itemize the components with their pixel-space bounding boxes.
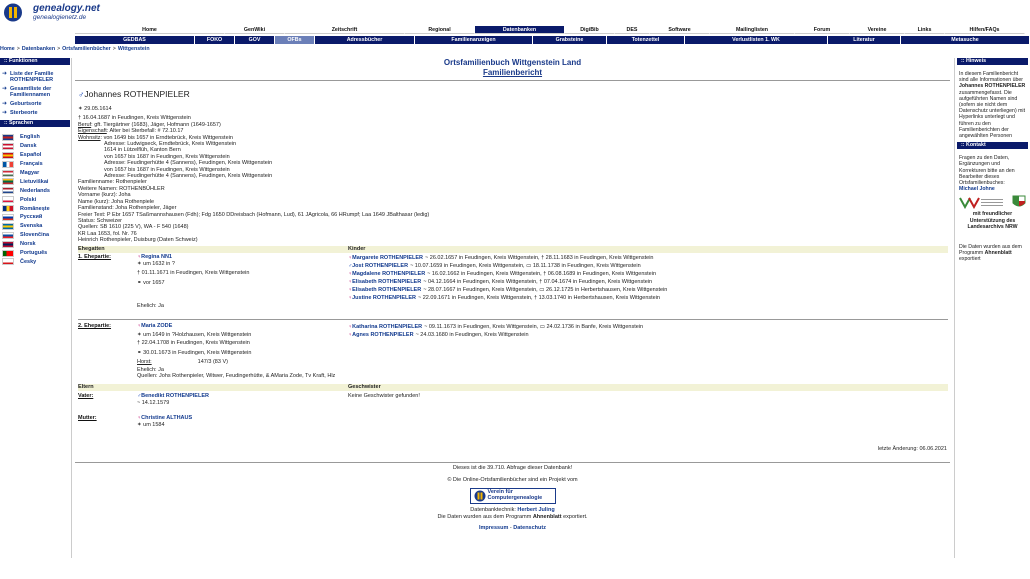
child-link[interactable]: Agnes ROTHENPIELER [352,332,414,338]
person-heading [78,89,190,99]
language-item[interactable] [2,222,70,231]
child-link[interactable]: Justine ROTHENPIELER [352,295,416,301]
spouse-detail: † 01.11.1671 in Feudingen, Kreis Wittgenstein [137,270,250,276]
flag-czech-icon[interactable] [2,258,14,265]
nav-secondary-grabsteine[interactable]: Grabsteine [533,36,607,44]
language-item[interactable] [2,133,70,142]
flag-romania-icon[interactable] [2,205,14,212]
language-link[interactable]: Slovenčina [20,232,50,239]
right-divider [954,58,955,558]
flag-france-icon[interactable] [2,161,14,168]
vater-entry[interactable] [137,393,209,399]
nav-primary-des[interactable]: DES [615,26,650,34]
vater-link[interactable]: Benedikt ROTHENPIELER [141,393,209,399]
female-icon: ♀ [137,415,142,421]
nav-secondary-metasuche[interactable]: Metasuche [901,36,1030,44]
child-info: ~ 24.03.1680 in Feudingen, Kreis Wittgenstein [415,332,529,338]
export-pre: Die Daten wurden aus dem Programm [437,513,532,520]
wohnsitz-line: Adresse: Ludwigseck, Erndtebrück, Kreis Wittgenstein [104,141,237,148]
impressum-link[interactable]: Impressum [479,525,509,532]
nav-primary-links[interactable]: Links [905,26,945,34]
language-item[interactable] [2,204,70,213]
flag-netherlands-icon[interactable] [2,187,14,194]
child-entry[interactable] [348,271,656,277]
language-link[interactable]: Česky [20,258,37,265]
flag-norway-icon[interactable] [2,241,14,248]
hinweis-post: zusammengefasst. Die aufgeführten Namen sind (sofern sie nicht dem Datenschutz unterliegen) mit Hyperlinks unterlegt und führen zu den Familienberichten der angewählten Personen [959,89,1026,140]
info-line: KR Laa 1653, fol. Nr. 76 [78,230,137,237]
marriage-label: 2. Ehepartie: [78,323,112,329]
language-link[interactable]: Magyar [20,170,40,176]
arrow-right-icon: ➜ [2,71,8,77]
flag-hungary-icon[interactable] [2,170,14,177]
breadcrumb-separator: > [57,46,61,52]
child-link[interactable]: Elisabeth ROTHENPIELER [352,279,422,285]
languages-list [0,133,70,266]
language-link[interactable]: Русский [20,214,43,221]
spouse-detail: ⚭ 30.01.1673 in Feudingen, Kreis Wittgenstein [137,350,252,356]
footer [75,462,950,531]
flag-slovakia-icon[interactable] [2,232,14,239]
arrow-right-icon: ➜ [2,110,8,116]
wohnsitz-more [78,141,578,179]
wohnsitz-line: von 1657 bis 1687 in Feudingen, Kreis Wittgenstein [104,166,230,173]
last-change: letzte Änderung: 06.06.2021 [877,446,947,452]
nav-secondary-totenzettel[interactable]: Totenzettel [607,36,685,44]
marriage-label: 1. Ehepartie: [78,254,112,260]
language-item[interactable] [2,142,70,151]
tech-pre: Datenbanktechnik: [470,507,516,514]
female-icon: ♀ [348,287,353,293]
horst-label: Horst: [137,359,152,365]
nav-primary-forum[interactable]: Forum [795,26,850,34]
spouse-detail: ✶ um 1649 in ?Holzhausen, Kreis Wittgenstein [137,332,252,338]
nrw-coat-of-arms-icon[interactable] [1012,195,1026,209]
nav-secondary-ofbs[interactable]: OFBs [275,36,315,44]
wohnsitz-value: : von 1649 bis 1657 in Erndtebrück, Kreis Wittgenstein [100,134,233,141]
child-info: ~ 10.07.1659 in Feudingen, Kreis Wittgenstein, ▭ 18.11.1738 in Feudingen, Kreis Wittgenstein [410,263,641,269]
spouse-detail: ⚭ vor 1657 [137,280,165,286]
left-sidebar [0,58,70,558]
spouse-detail: † 22.04.1708 in Feudingen, Kreis Wittgenstein [137,340,250,346]
vater-label: Vater: [78,393,94,399]
wohnsitz-line: 1614 in Lützelflüh, Kanton Bern [104,147,181,154]
info-line: Status: Schweizer [78,217,123,224]
computergenealogie-logo[interactable] [470,488,556,504]
cg-logo-text-1: Verein für [487,489,513,496]
breadcrumb-item[interactable]: Datenbanken [21,46,56,52]
child-entry[interactable] [348,332,529,338]
info-line: Weitere Namen: ROTHENBÜHLER [78,185,165,192]
nav-primary-genwiki[interactable]: GenWiki [225,26,285,34]
child-info: ~ 22.09.1671 in Feudingen, Kreis Wittgenstein, † 13.03.1740 in Herbertshausen, Kreis Wittgenstein [418,295,660,301]
child-info: ~ 26.02.1657 in Feudingen, Kreis Wittgenstein, † 28.11.1683 in Feudingen, Kreis Wittgenstein [425,255,654,261]
language-link[interactable]: Norsk [20,241,36,248]
nav-primary-home[interactable]: Home [75,26,225,34]
ehegatten-bar [78,246,948,253]
kinder-label: Kinder [348,246,366,252]
info-line: Freier Text: P Ebr 1657 TSaßmannshausen (Fdh); Fdg 1650 DDreisbach (Hofmann, Lud), 61 JAgricola, 66 HRumpf; Laa 1649 JBalthasar (ledig) [78,211,430,218]
arrow-right-icon: ➜ [2,86,8,92]
function-item[interactable] [2,86,70,98]
cg-logo-text-2: Computergenealogie [487,494,543,501]
eltern-label: Eltern [78,384,94,390]
nav-secondary-gov[interactable]: GOV [235,36,275,44]
flag-spain-icon[interactable] [2,152,14,159]
export-post: exportiert. [563,513,588,520]
flag-denmark-icon[interactable] [2,143,14,150]
child-entry[interactable] [348,279,652,285]
wohnsitz-line: von 1657 bis 1687 in Feudingen, Kreis Wittgenstein [104,153,230,160]
kontakt-text [957,155,1028,192]
child-link[interactable]: Jost ROTHENPIELER [352,263,409,269]
flag-uk-icon[interactable] [2,134,14,141]
info-line: Heinrich Rothenpieler, Duisburg (Daten Schweiz) [78,237,198,244]
function-item[interactable] [2,71,70,83]
ahnen-pre: Die Daten wurden aus dem Programm [959,244,1022,257]
spouse-detail: ✶ um 1632 in ? [137,261,175,267]
db-count: Dieses ist die 39.710. Abfrage dieser Datenbank! [452,465,573,471]
nav-primary-datenbanken[interactable]: Datenbanken [475,26,565,34]
export-prog: Ahnenblatt [532,513,562,520]
partner-text: mit freundlicher Unterstützung des Landesarchivs NRW [967,211,1018,230]
nav-primary-mailinglisten[interactable]: Mailinglisten [710,26,795,34]
spouse-entry[interactable] [137,254,172,260]
functions-heading: :: Funktionen [0,58,70,65]
spouse-entry[interactable] [137,323,172,329]
site-header [0,0,1030,25]
female-icon: ♀ [137,254,142,260]
kontakt-link[interactable]: Michael Johne [959,186,995,193]
function-item[interactable] [2,101,70,107]
left-divider [71,58,72,558]
function-link[interactable]: Liste der Familie ROTHENPIELER [10,71,54,83]
female-icon: ♀ [348,324,353,330]
breadcrumb-item[interactable]: Wittgenstein [117,46,150,52]
eigenschaft-label: Eigenschaft [78,128,107,135]
female-icon: ♀ [348,332,353,338]
flag-portugal-icon[interactable] [2,250,14,257]
language-item[interactable] [2,177,70,186]
ahnen-prog: Ahnenblatt [984,250,1012,257]
title-divider [75,80,950,81]
breadcrumb-separator: > [16,46,20,52]
eigenschaft-value: : Alter bei Sterbefall: # 72.10.17 [106,128,184,135]
flag-poland-icon[interactable] [2,196,14,203]
language-link[interactable]: Français [20,161,43,168]
ehelich-line: Ehelich: Ja [137,303,164,309]
footer-separator: - [509,525,512,532]
info-line: Name (kurz): Joha Rothenpiele [78,198,155,205]
male-icon: ♂ [137,393,142,399]
ehegatten-label: Ehegatten [78,246,105,252]
hinweis-heading: :: Hinweis [957,58,1028,65]
breadcrumb-separator: > [112,46,116,52]
child-link[interactable]: Katharina ROTHENPIELER [352,324,423,330]
child-link[interactable]: Magdalene ROTHENPIELER [352,271,426,277]
wohnsitz-line: Adresse: Feudingerhütte 4 (Sannens), Feudingen, Kreis Wittgenstein [104,173,273,180]
nav-secondary-foko[interactable]: FOKO [195,36,235,44]
cg-logo-icon [474,490,486,502]
female-icon: ♀ [348,255,353,261]
language-item[interactable] [2,231,70,240]
nav-secondary-gedbas[interactable]: GEDBAS [75,36,195,44]
language-item[interactable] [2,249,70,258]
mutter-entry[interactable] [137,415,192,421]
right-sidebar [957,58,1028,263]
languages-heading: :: Sprachen [0,120,70,127]
male-icon: ♂ [348,263,353,269]
function-link[interactable]: Sterbeorte [10,110,38,116]
nav-secondary-adressb-cher[interactable]: Adressbücher [315,36,415,44]
language-item[interactable] [2,186,70,195]
info-line: Familienstand: Joha Rothenpieler, Jäger [78,205,177,212]
language-item[interactable] [2,257,70,266]
export-credit [75,514,950,520]
breadcrumb-item[interactable]: Home [0,46,15,52]
child-link[interactable]: Margarete ROTHENPIELER [352,255,424,261]
nav-primary-digibib[interactable]: DigiBib [565,26,615,34]
footer-links [75,525,950,531]
female-icon: ♀ [137,323,142,329]
birth-line: ✶ 29.05.1614 [78,106,112,112]
language-link[interactable]: Português [20,250,48,257]
lvr-logo-icon[interactable] [959,195,1005,209]
info-line: Quellen: SB 1610 (225 V), WA - F 540 (1648) [78,224,189,231]
hinweis-name: Johannes ROTHENPIELER [959,83,1026,90]
language-link[interactable]: Svenska [20,223,43,230]
mutter-line: ✶ um 1584 [137,422,165,428]
child-link[interactable]: Elisabeth ROTHENPIELER [352,287,422,293]
datenschutz-link[interactable]: Datenschutz [513,525,546,532]
language-item[interactable] [2,169,70,178]
language-link[interactable]: Dansk [20,143,37,150]
nav-primary-zeitschrift[interactable]: Zeitschrift [285,26,405,34]
child-entry[interactable] [348,324,643,330]
page-subtitle[interactable]: Familienbericht [482,68,543,77]
quellen-line: Quellen: Johs Rothenpieler, Witwer, Feudingerhütte, & AMaria Zode, Tv Kraft, Hlz [137,373,336,379]
language-item[interactable] [2,160,70,169]
language-link[interactable]: Lietuviškai [20,178,49,185]
language-item[interactable] [2,213,70,222]
language-link[interactable]: Nederlands [20,187,50,194]
vater-line: ~ 14.12.1579 [137,400,170,406]
ahnen-text [957,244,1028,263]
spouse-link[interactable]: Regina NN1 [141,254,172,260]
child-entry[interactable] [348,255,653,261]
female-icon: ♀ [348,271,353,277]
eltern-bar [78,384,948,391]
flag-sweden-icon[interactable] [2,223,14,230]
flag-russia-icon[interactable] [2,214,14,221]
language-link[interactable]: Românește [20,205,50,212]
function-link[interactable]: Gesamtliste der Familiennamen [10,86,52,98]
copyright-text: © Die Online-Ortsfamilienbücher sind ein Projekt vom [447,477,578,484]
mutter-label: Mutter: [78,415,97,421]
child-info: ~ 09.11.1673 in Feudingen, Kreis Wittgenstein, ▭ 24.02.1736 in Banfe, Kreis Wittgenstein [424,324,644,330]
child-entry[interactable] [348,263,641,269]
info-line: Vorname (kurz): Joha [78,192,131,199]
child-info: ~ 04.12.1664 in Feudingen, Kreis Wittgenstein, † 07.04.1674 in Feudingen, Kreis Wittgenstein [423,279,653,285]
main-content [75,58,950,452]
site-title[interactable]: genealogy.net [33,3,100,14]
nav-secondary-verlustlisten-1-wk[interactable]: Verlustlisten 1. WK [685,36,828,44]
spouse-link[interactable]: Maria ZODE [141,323,173,329]
page-title: Ortsfamilienbuch Wittgenstein Land [443,58,582,67]
ahnen-post: exportiert [959,256,981,263]
horst-line [137,359,228,365]
info-line: Familienname: Rothenpieler [78,179,147,186]
geschwister-text: Keine Geschwister gefunden! [348,393,420,399]
wohnsitz-label: Wohnsitz [78,134,101,141]
horst-value: 147/3 (83 V) [197,359,228,365]
functions-list [0,71,70,116]
death-line: † 16.04.1687 in Feudingen, Kreis Wittgenstein [78,115,191,122]
marriage-divider [78,319,948,320]
nav-secondary-familienanzeigen[interactable]: Familienanzeigen [415,36,533,44]
beruf-value: : gft. Tiergärtner (1683), Jäger, Hofmann (1649-1657) [91,121,221,128]
secondary-navigation [75,36,1030,44]
person-details [78,106,578,244]
language-link[interactable]: Polski [20,196,37,203]
tech-link[interactable]: Herbert Juling [517,507,555,514]
language-link[interactable]: Español [20,152,42,159]
male-icon: ♂ [78,89,85,99]
nav-primary-vereine[interactable]: Vereine [850,26,905,34]
nav-primary-regional[interactable]: Regional [405,26,475,34]
kontakt-heading: :: Kontakt [957,142,1028,149]
ehelich-line: Ehelich: Ja [137,367,164,373]
site-subtitle[interactable]: genealogienetz.de [33,14,87,21]
nav-primary-software[interactable]: Software [650,26,710,34]
nav-primary-hilfen-faqs[interactable]: Hilfen/FAQs [945,26,1025,34]
partner-logos [957,192,1028,209]
person-name: Johannes ROTHENPIELER [84,89,190,99]
function-item[interactable] [2,110,70,116]
breadcrumb-item[interactable]: Ortsfamilienbücher [62,46,111,52]
nav-secondary-literatur[interactable]: Literatur [828,36,901,44]
hinweis-pre: In diesem Familienbericht sind alle Informationen über [959,71,1024,84]
language-item[interactable] [2,151,70,160]
child-info: ~ 16.02.1662 in Feudingen, Kreis Wittgenstein, † 06.08.1689 in Feudingen, Kreis Wittgenstein [427,271,657,277]
kontakt-body: Fragen zu den Daten, Ergänzungen und Korrekturen bitte an den Bearbeiter dieses Ortsfamilienbuches: [959,155,1015,187]
female-icon: ♀ [348,295,353,301]
hinweis-text [957,71,1028,139]
wohnsitz-line: Adresse: Feudingerhütte 4 (Sannens), Feudingen, Kreis Wittgenstein [104,160,273,167]
arrow-right-icon: ➜ [2,101,8,107]
extra-info [78,179,578,243]
child-info: ~ 28.07.1667 in Feudingen, Kreis Wittgenstein, ▭ 26.12.1725 in Herbertshausen, Kreis Wittgenstein [423,287,668,293]
geschwister-label: Geschwister [348,384,381,390]
child-entry[interactable] [348,287,667,293]
primary-navigation [75,26,1030,34]
language-item[interactable] [2,240,70,249]
language-item[interactable] [2,195,70,204]
mutter-link[interactable]: Christine ALTHAUS [141,415,193,421]
flag-lithuania-icon[interactable] [2,178,14,185]
genealogy-logo-icon[interactable] [3,3,23,22]
breadcrumb [0,46,150,52]
female-icon: ♀ [348,279,353,285]
child-entry[interactable] [348,295,660,301]
function-link[interactable]: Geburtsorte [10,101,42,107]
beruf-label: Beruf [78,121,92,128]
language-link[interactable]: English [20,134,40,141]
